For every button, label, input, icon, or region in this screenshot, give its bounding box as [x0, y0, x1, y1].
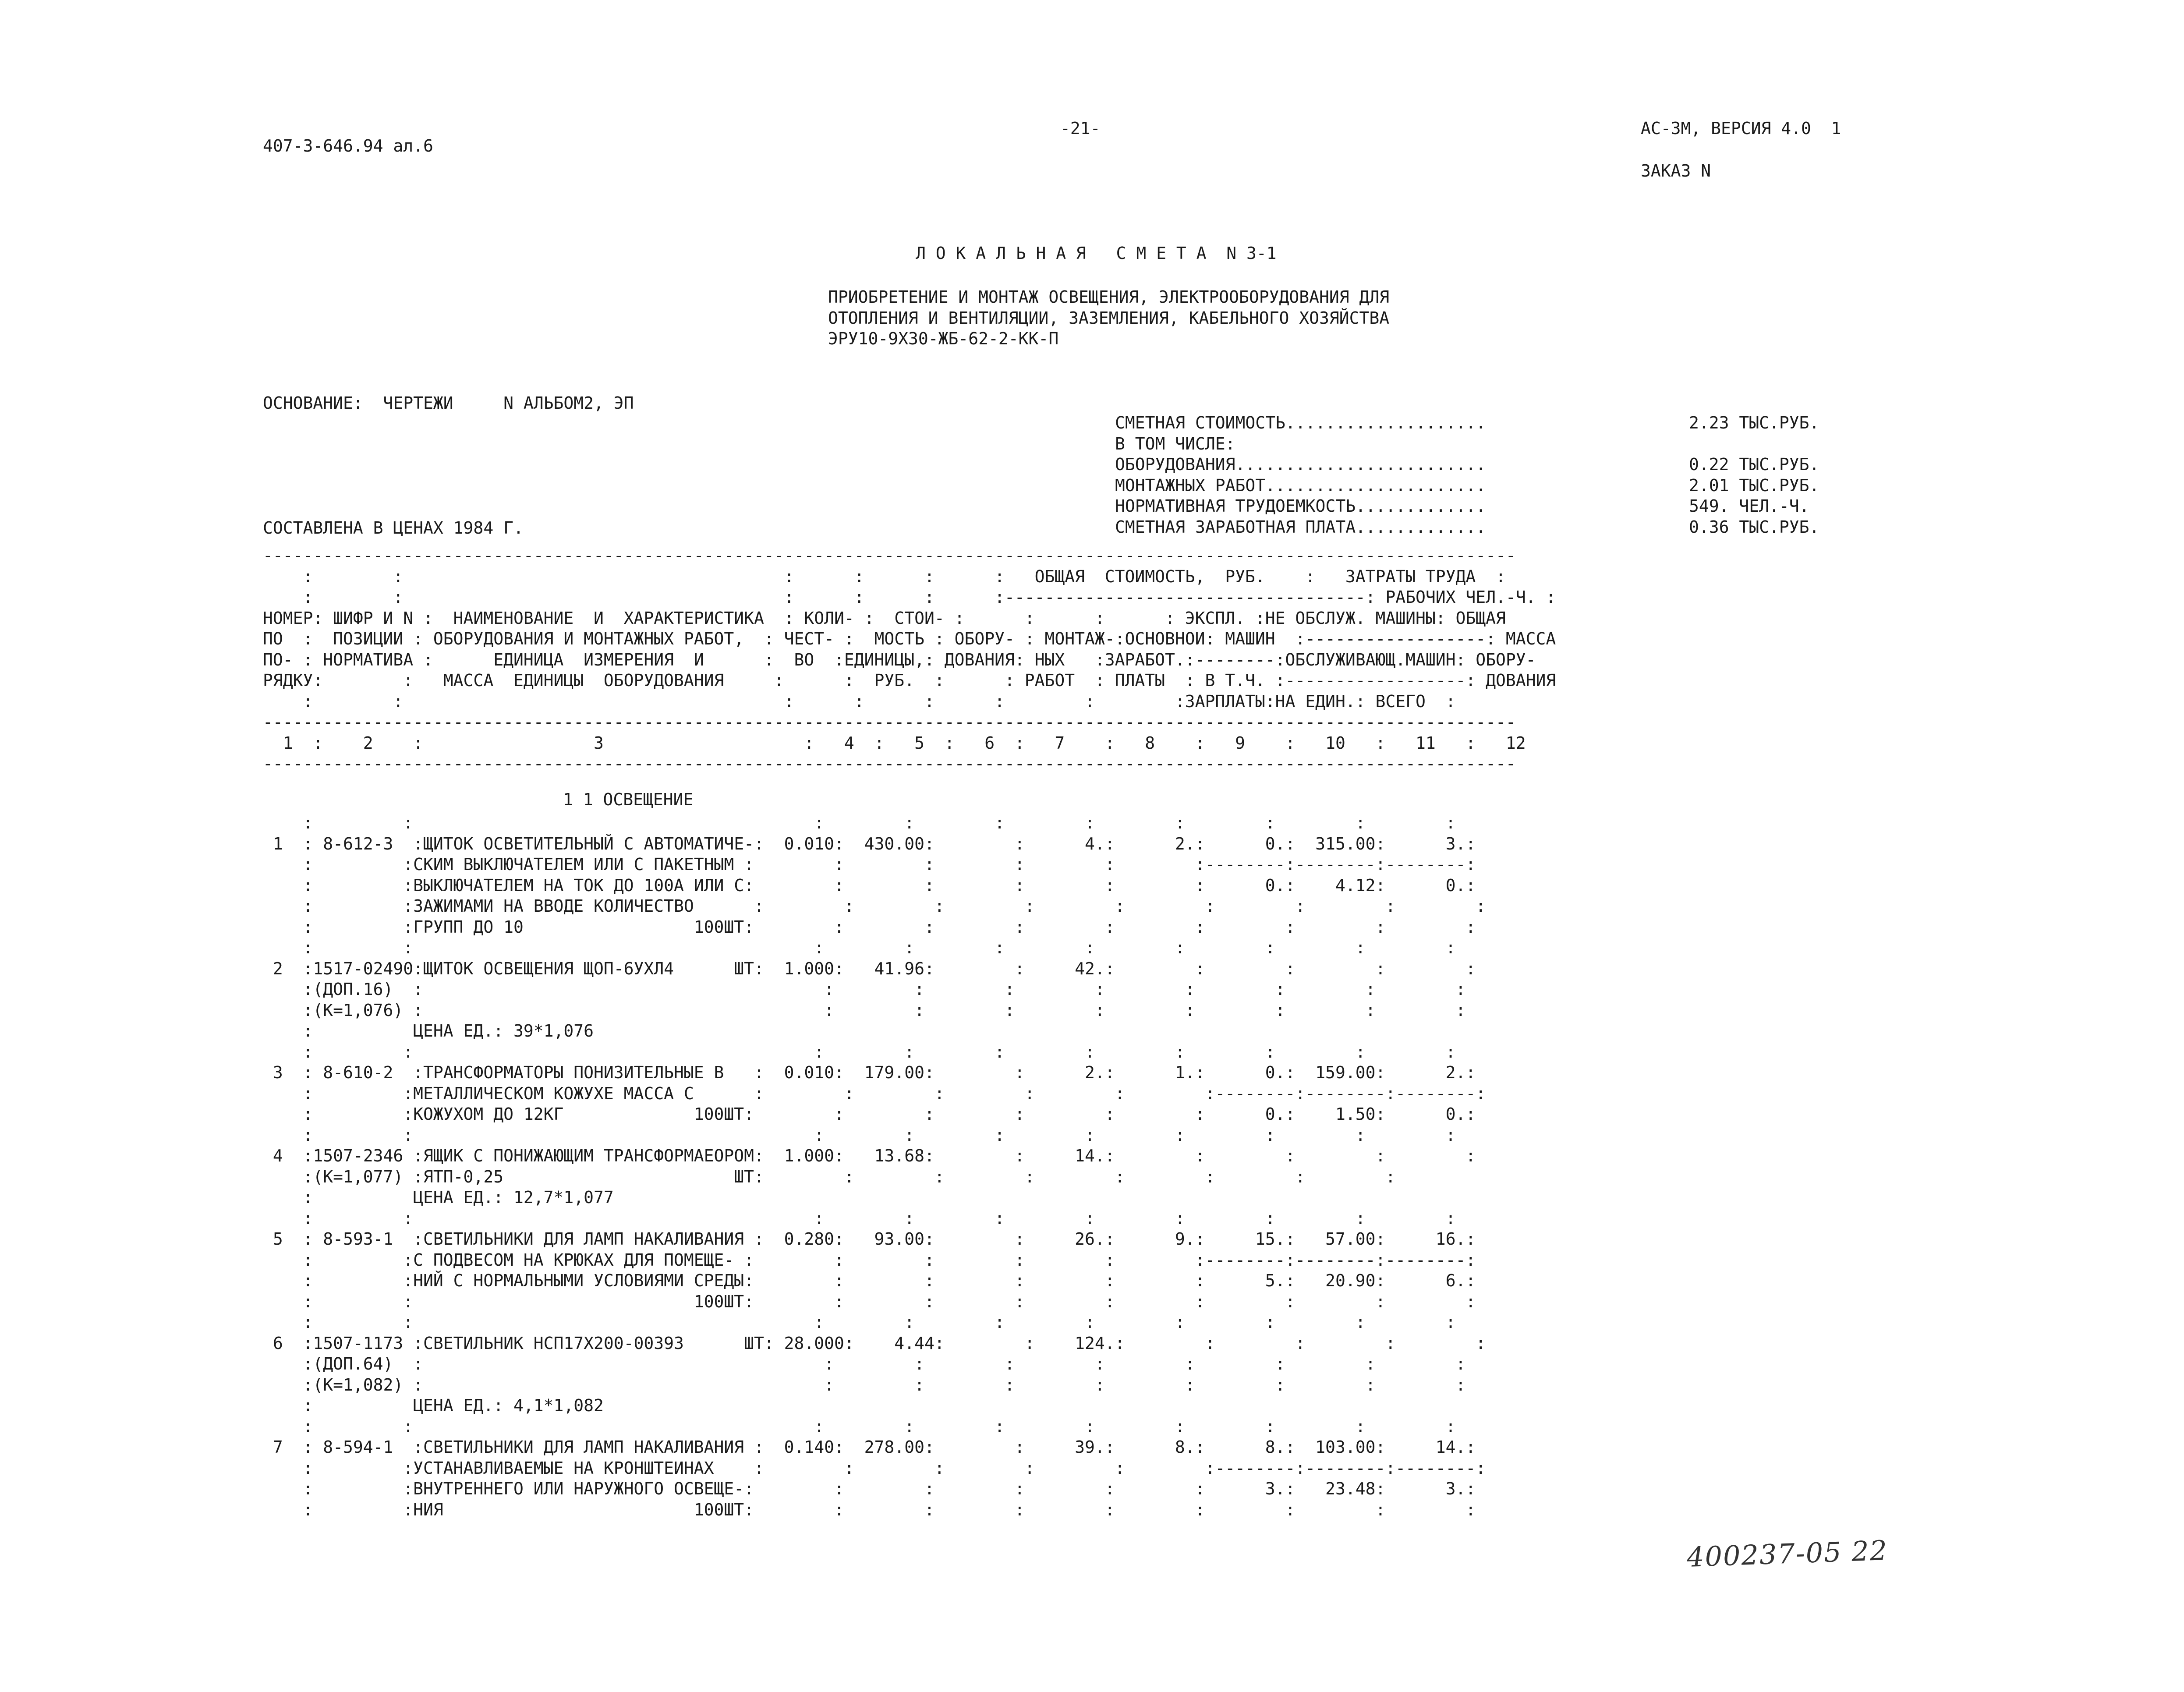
summary-labels — [1115, 413, 1486, 538]
summary-label: МОНТАЖНЫХ РАБОТ...................... — [1115, 475, 1486, 495]
document-code: 407-3-646.94 ал.6 — [263, 136, 433, 156]
summary-value: 0.36 ТЫС.РУБ. — [1689, 517, 1819, 537]
table-rows: : : : : : : : : : : 1 : 8-612-3 :ЩИТОК ОСВЕТИТЕЛЬНЫЙ С АВТОМАТИЧЕ-: 0.010: 430.00: : 4.: 2.: 0.: 315.00: 3.: : :СКИМ ВЫКЛЮЧАТЕЛЕМ ИЛИ С ПАКЕТНЫМ : : : : : :--------:--------:--------: : :ВЫКЛЮЧАТЕЛЕМ НА ТОК ДО 100А ИЛИ С: : : : : : 0.: 4.12: 0.: : :ЗАЖИМАМИ НА ВВОДЕ КОЛИЧЕСТВО : : : : : : : : : : :ГРУПП ДО 10 100ШТ: : : : : : : : : : : : : : : : : : : 2 :1517-02490:ЩИТОК ОСВЕЩЕНИЯ ЩОП-6УХЛ4 ШТ: 1.000: 41.96: : 42.: : : : : :(ДОП.16) : : : : : : : : : :(К=1,076) : : : : : : : : : : ЦЕНА ЕД.: 39*1,076 : : : : : : : : : : 3 : 8-610-2 :ТРАНСФОРМАТОРЫ ПОНИЗИТЕЛЬНЫЕ В : 0.010: 179.00: : 2.: 1.: 0.: 159.00: 2.: : :МЕТАЛЛИЧЕСКОМ КОЖУХЕ МАССА С : : : : : :--------:--------:--------: : :КОЖУХОМ ДО 12КГ 100ШТ: : : : : : 0.: 1.50: 0.: : : : : : : : : : : 4 :1507-2346 :ЯЩИК С ПОНИЖАЮЩИМ ТРАНСФОРМАЕОРОМ: 1.000: 13.68: : 14.: : : : : :(К=1,077) :ЯТП-0,25 ШТ: : : : : : : : : ЦЕНА ЕД.: 12,7*1,077 : : : : : : : : : : 5 : 8-593-1 :СВЕТИЛЬНИКИ ДЛЯ ЛАМП НАКАЛИВАНИЯ : 0.280: 93.00: : 26.: 9.: 15.: 57.00: 16.: : :С ПОДВЕСОМ НА КРЮКАХ ДЛЯ ПОМЕЩЕ- : : : : : :--------:--------:--------: : :НИЙ С НОРМАЛЬНЫМИ УСЛОВИЯМИ СРЕДЫ: : : : : : 5.: 20.90: 6.: : : 100ШТ: : : : : : : : : : : : : : : : : : : 6 :1507-1173 :СВЕТИЛЬНИК НСП17Х200-00393 ШТ: 28.000: 4.44: : 124.: : : : : :(ДОП.64) : : : : : : : : : :(К=1,082) : : : : : : : : : : ЦЕНА ЕД.: 4,1*1,082 : : : : : : : : : : 7 : 8-594-1 :СВЕТИЛЬНИКИ ДЛЯ ЛАМП НАКАЛИВАНИЯ : 0.140: 278.00: : 39.: 8.: 8.: 103.00: 14.: : :УСТАНАВЛИВАЕМЫЕ НА КРОНШТЕИНАХ : : : : : :--------:--------:--------: : :ВНУТРЕННЕГО ИЛИ НАРУЖНОГО ОСВЕЩЕ-: : : : : : 3.: 23.48: 3.: : :НИЯ 100ШТ: : : : : : : : : — [273, 813, 1486, 1519]
summary-label: НОРМАТИВНАЯ ТРУДОЕМКОСТЬ............. — [1115, 496, 1486, 516]
handwritten-stamp: 400237-05 22 — [1686, 1534, 1889, 1573]
table-header: ----------------------------------------------------------------------------------------------------------------------------- : : : : : : ОБЩАЯ СТОИМОСТЬ, РУБ. : ЗАТРАТЫ ТРУДА : : : : : : :------------------------------------: РАБОЧИХ ЧЕЛ.-Ч. : НОМЕР: ШИФР И N : НАИМЕНОВАНИЕ И ХАРАКТЕРИСТИКА : КОЛИ- : СТОИ- : : : : ЭКСПЛ. :НЕ ОБСЛУЖ. МАШИНЫ: ОБЩАЯ ПО : ПОЗИЦИИ : ОБОРУДОВАНИЯ И МОНТАЖНЫХ РАБОТ, : ЧЕСТ- : МОСТЬ : ОБОРУ- : МОНТАЖ-:ОСНОВНОИ: МАШИН :------------------: МАССА ПО- : НОРМАТИВА : ЕДИНИЦА ИЗМЕРЕНИЯ И : ВО :ЕДИНИЦЫ,: ДОВАНИЯ: НЫХ :ЗАРАБОТ.:--------:ОБСЛУЖИВАЮЩ.МАШИН: ОБОРУ- РЯДКУ: : МАССА ЕДИНИЦЫ ОБОРУДОВАНИЯ : : РУБ. : : РАБОТ : ПЛАТЫ : В Т.Ч. :------------------: ДОВАНИЯ : : : : : : : :ЗАРПЛАТЫ:НА ЕДИН.: ВСЕГО : ----------------------------------------------------------------------------------------------------------------------------- 1 : 2 : 3 : 4 : 5 : 6 : 7 : 8 : 9 : 10 : 11 : 12 ----------------------------------------------------------------------------------------------------------------------------- — [263, 546, 1556, 773]
summary-label: В ТОМ ЧИСЛЕ: — [1115, 434, 1235, 453]
subtitle-line: ЭРУ10-9Х30-ЖБ-62-2-КК-П — [828, 329, 1059, 348]
document-subtitle — [828, 287, 1389, 350]
summary-label: СМЕТНАЯ СТОИМОСТЬ.................... — [1115, 413, 1486, 432]
basis-line: ОСНОВАНИЕ: ЧЕРТЕЖИ N АЛЬБОМ2, ЭП — [263, 393, 634, 413]
document-title: Л О К А Л Ь Н А Я С М Е Т А N 3-1 — [916, 244, 1277, 263]
summary-value: 2.23 ТЫС.РУБ. — [1689, 413, 1819, 432]
subtitle-line: ПРИОБРЕТЕНИЕ И МОНТАЖ ОСВЕЩЕНИЯ, ЭЛЕКТРООБОРУДОВАНИЯ ДЛЯ — [828, 287, 1390, 307]
summary-value: 2.01 ТЫС.РУБ. — [1689, 475, 1819, 495]
summary-value: 549. ЧЕЛ.-Ч. — [1689, 496, 1809, 516]
page-number: -21- — [1060, 119, 1101, 138]
subtitle-line: ОТОПЛЕНИЯ И ВЕНТИЛЯЦИИ, ЗАЗЕМЛЕНИЯ, КАБЕЛЬНОГО ХОЗЯЙСТВА — [828, 308, 1390, 328]
software-version: АС-3М, ВЕРСИЯ 4.0 1 — [1641, 119, 1841, 138]
summary-values — [1689, 413, 1819, 538]
summary-label: СМЕТНАЯ ЗАРАБОТНАЯ ПЛАТА............. — [1115, 517, 1486, 537]
summary-value: 0.22 ТЫС.РУБ. — [1689, 455, 1819, 474]
order-label: ЗАКАЗ N — [1641, 161, 1711, 181]
section-title: 1 1 ОСВЕЩЕНИЕ — [563, 790, 694, 809]
compiled-prices-line: СОСТАВЛЕНА В ЦЕНАХ 1984 Г. — [263, 518, 524, 538]
summary-label: ОБОРУДОВАНИЯ......................... — [1115, 455, 1486, 474]
